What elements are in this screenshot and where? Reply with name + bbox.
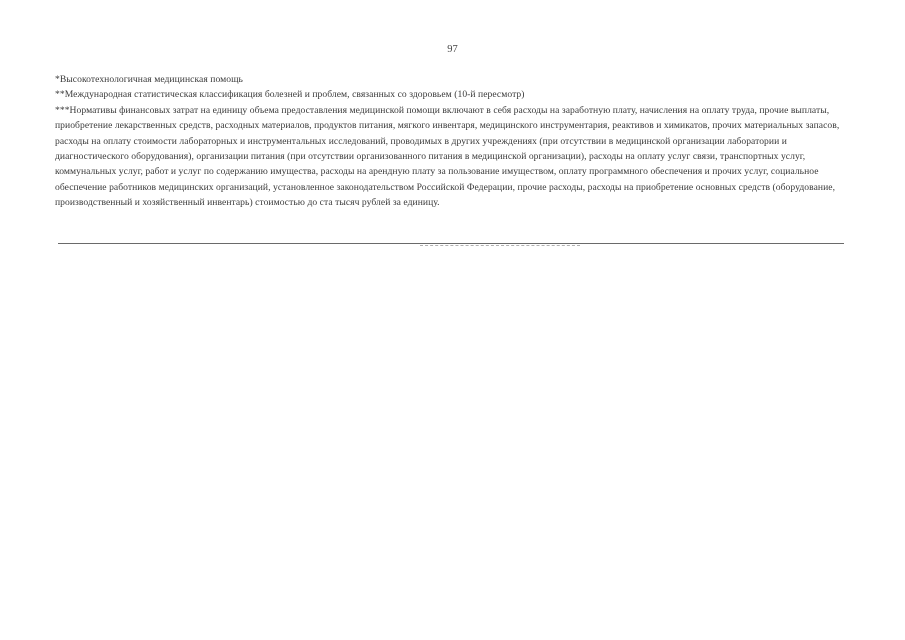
footnote-icd-10: **Международная статистическая классификация болезней и проблем, связанных со здоровьем (10-й пересмотр): [55, 89, 525, 101]
footnotes-block: [55, 72, 845, 211]
scan-artifact-line: [420, 245, 580, 246]
footnote-high-tech-care: *Высокотехнологичная медицинская помощь: [55, 74, 243, 85]
footnote-cost-standards: ***Нормативы финансовых затрат на единицу объема предоставления медицинской помощи включают в себя расходы на заработную плату, начисления на оплату труда, прочие выплаты, приобретение лекарственных средств, расходных материалов, продуктов питания, мягкого инвентаря, медицинского инструментария, реактивов и химикатов, прочих материальных запасов, расходы на оплату стоимости лабораторных и инструментальных исследований, проводимых в других учреждениях (при отсутствии в медицинской организации лаборатории и диагностического оборудования), организации питания (при отсутствии организованного питания в медицинской организации), расходы на оплату услуг связи, транспортных услуг, коммунальных услуг, работ и услуг по содержанию имущества, расходы на арендную плату за пользование имуществом, оплату программного обеспечения и прочих услуг, социальное обеспечение работников медицинских организаций, установленное законодательством Российской Федерации, прочие расходы, расходы на приобретение основных средств (оборудование, производственный и хозяйственный инвентарь) стоимостью до ста тысяч рублей за единицу.: [55, 104, 840, 209]
page-number: 97: [447, 44, 458, 55]
horizontal-rule: [58, 243, 844, 244]
